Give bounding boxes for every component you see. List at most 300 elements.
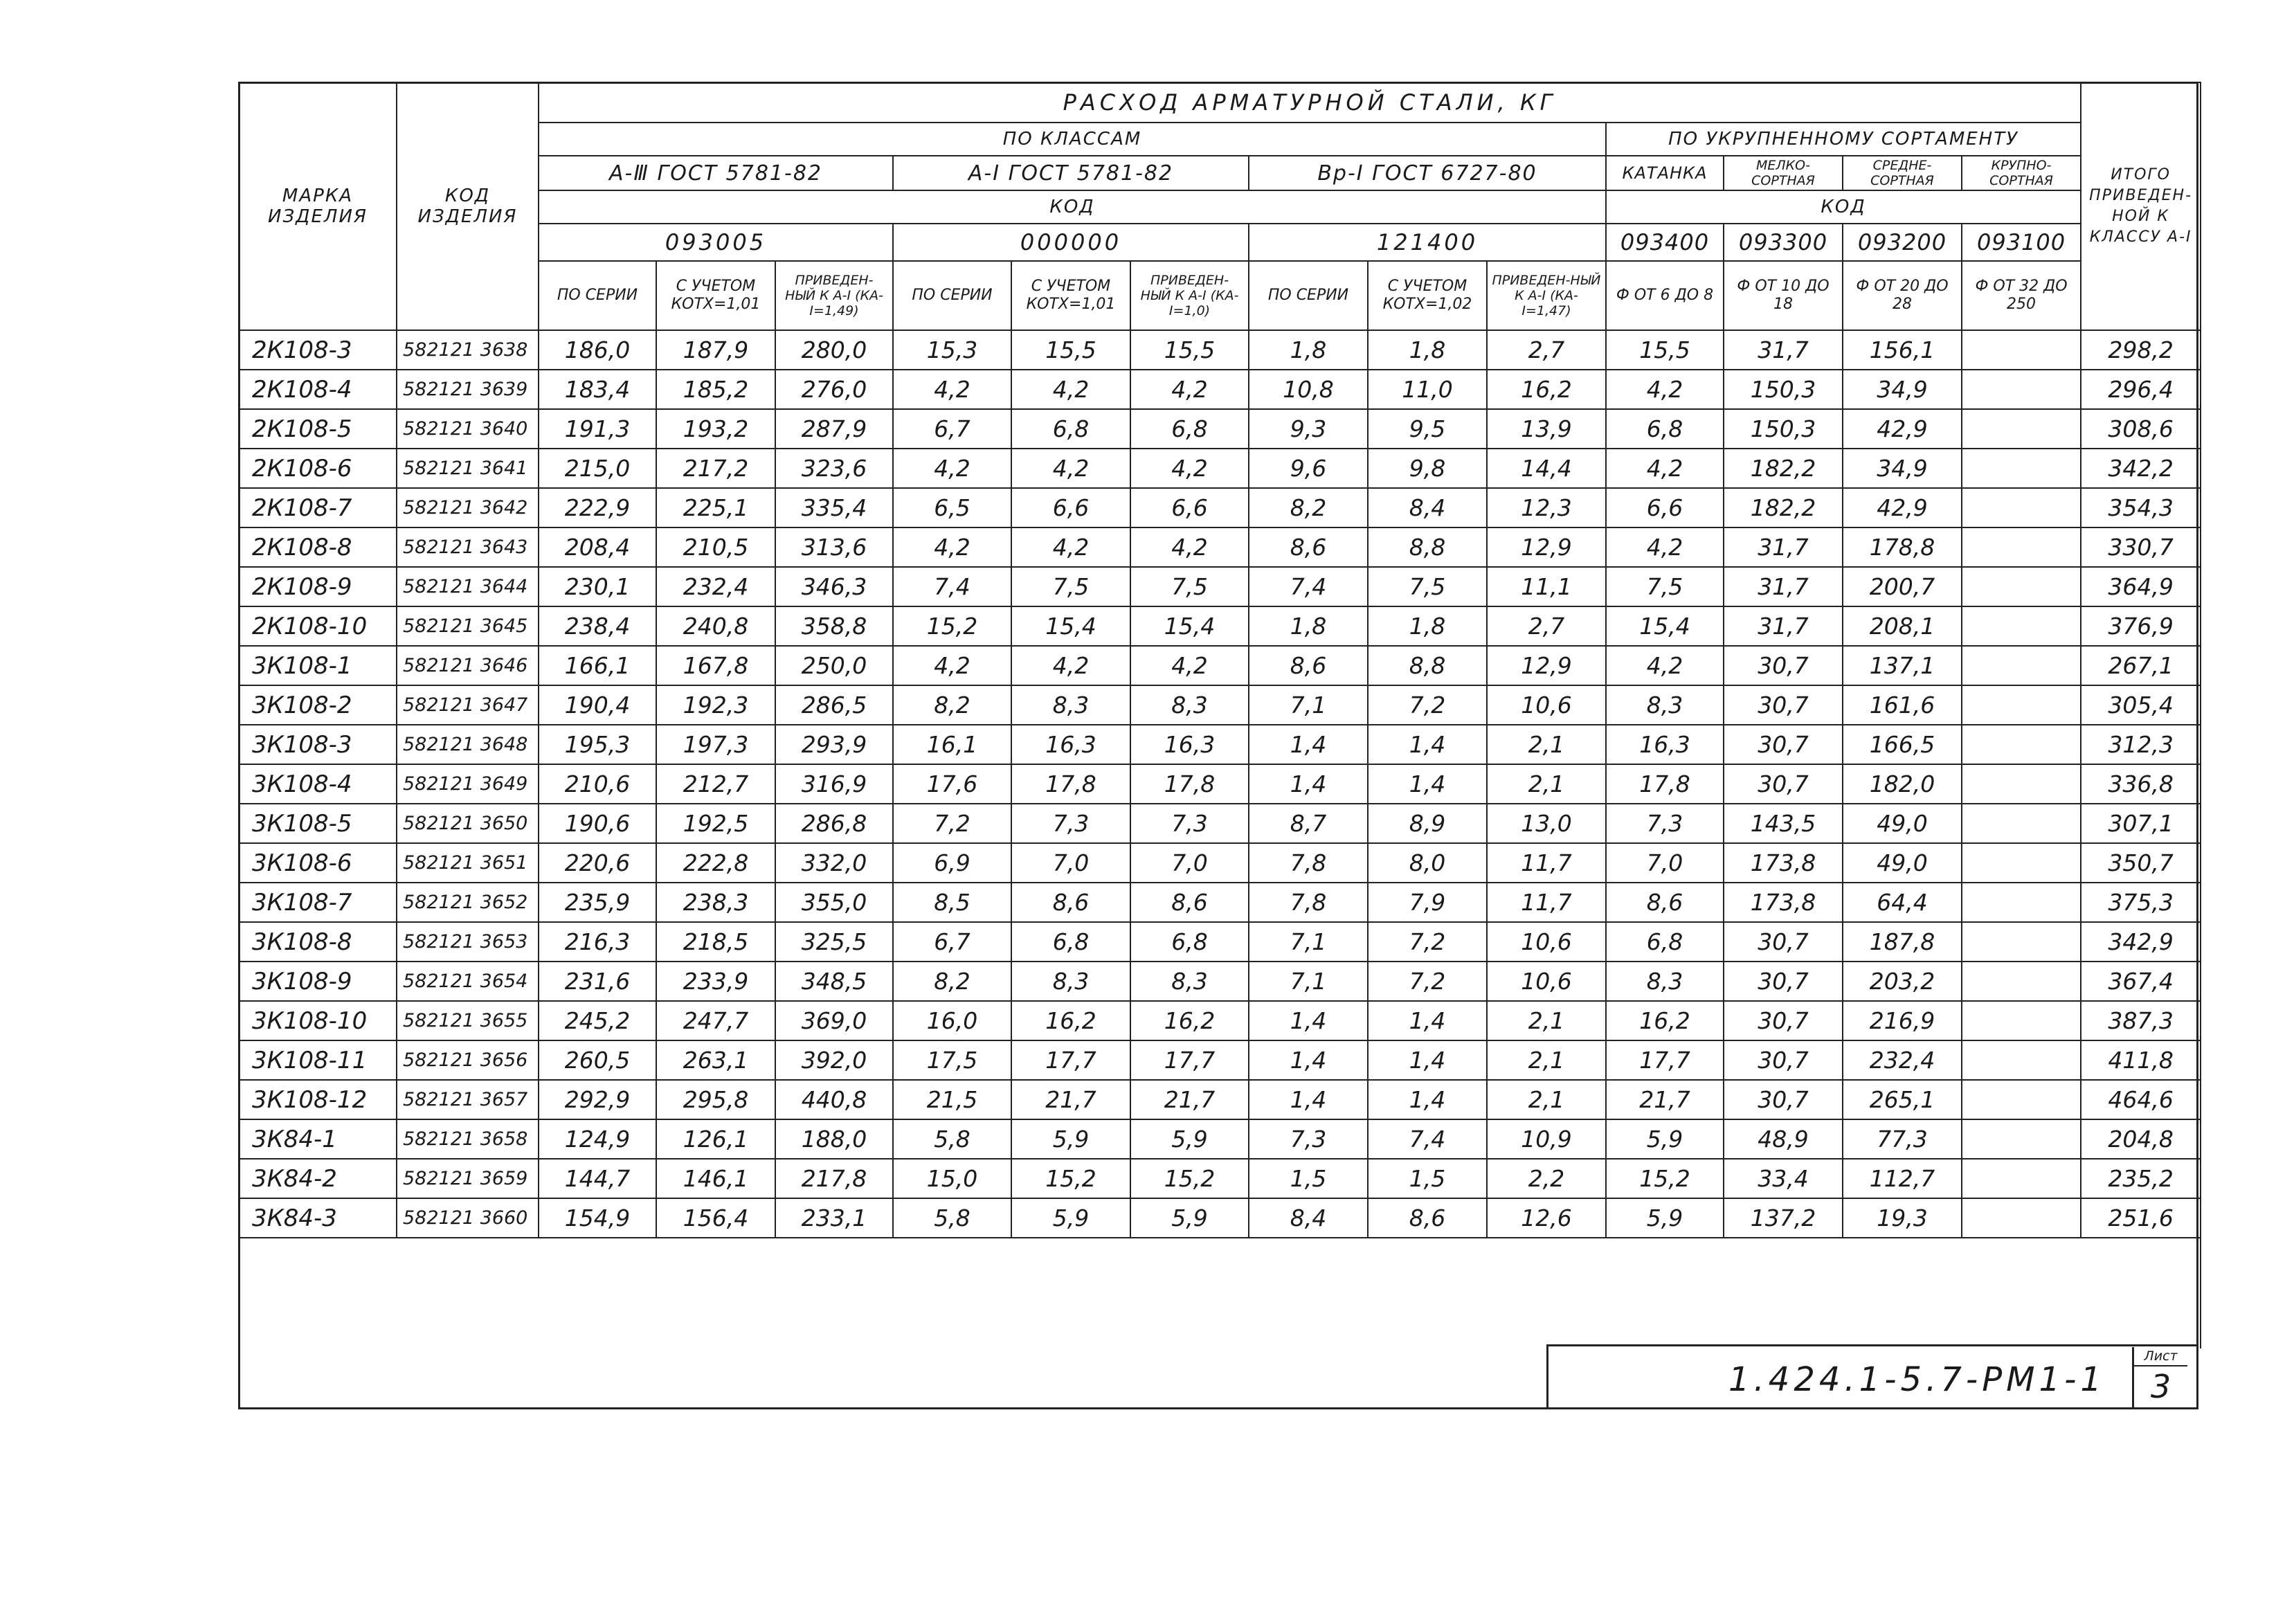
cell-c1: 216,3 [539,922,656,962]
cell-code: 582121 3657 [397,1080,539,1119]
table-row [239,488,2201,527]
cell-c11: 31,7 [1724,606,1843,646]
cell-c12: 49,0 [1843,843,1962,883]
cell-c1: 190,4 [539,685,656,725]
cell-c1: 222,9 [539,488,656,527]
cell-c1: 231,6 [539,962,656,1001]
cell-total: 312,3 [2081,725,2201,764]
cell-c10: 7,0 [1606,843,1724,883]
cell-c13 [1962,567,2081,606]
table-row [239,883,2201,922]
cell-mark: 3К84-1 [239,1119,397,1159]
a3-series: ПО СЕРИИ [539,261,656,330]
cell-c12: 112,7 [1843,1159,1962,1198]
cell-total: 342,9 [2081,922,2201,962]
cell-c6: 4,2 [1130,527,1249,567]
cell-c9: 16,2 [1487,370,1606,409]
table-row [239,330,2201,370]
cell-c3: 346,3 [775,567,893,606]
header-sredne: СРЕДНЕ-СОРТНАЯ [1843,156,1962,190]
cell-c10: 15,2 [1606,1159,1724,1198]
cell-c12: 64,4 [1843,883,1962,922]
cell-c5: 4,2 [1011,449,1130,488]
cell-c8: 8,9 [1368,804,1487,843]
cell-c12: 203,2 [1843,962,1962,1001]
cell-c12: 166,5 [1843,725,1962,764]
cell-c7: 8,7 [1249,804,1368,843]
cell-c8: 8,8 [1368,646,1487,685]
cell-c3: 188,0 [775,1119,893,1159]
cell-c10: 6,8 [1606,409,1724,449]
cell-c9: 12,9 [1487,527,1606,567]
cell-code: 582121 3643 [397,527,539,567]
cell-c11: 30,7 [1724,646,1843,685]
cell-c2: 238,3 [656,883,775,922]
cell-c6: 5,9 [1130,1119,1249,1159]
sheet-label: Лист [2134,1347,2187,1366]
cell-c8: 7,4 [1368,1119,1487,1159]
header-kod-assortment: КОД [1606,190,2081,224]
cell-mark: 2К108-8 [239,527,397,567]
cell-c8: 11,0 [1368,370,1487,409]
table-row [239,725,2201,764]
diameter-melko: Ф ОТ 10 ДО 18 [1724,261,1843,330]
a1-kotx: С УЧЕТОМ КОТХ=1,01 [1011,261,1130,330]
cell-c4: 7,2 [893,804,1011,843]
cell-c3: 280,0 [775,330,893,370]
cell-c7: 1,8 [1249,606,1368,646]
cell-c5: 4,2 [1011,370,1130,409]
cell-c4: 15,3 [893,330,1011,370]
cell-c3: 358,8 [775,606,893,646]
cell-c4: 5,8 [893,1198,1011,1238]
cell-code: 582121 3652 [397,883,539,922]
cell-total: 305,4 [2081,685,2201,725]
cell-c12: 265,1 [1843,1080,1962,1119]
cell-c13 [1962,1159,2081,1198]
cell-c7: 9,3 [1249,409,1368,449]
cell-c6: 8,3 [1130,685,1249,725]
cell-c2: 146,1 [656,1159,775,1198]
cell-total: 235,2 [2081,1159,2201,1198]
cell-code: 582121 3655 [397,1001,539,1040]
table-row [239,370,2201,409]
cell-c7: 9,6 [1249,449,1368,488]
cell-c13 [1962,764,2081,804]
cell-c5: 21,7 [1011,1080,1130,1119]
cell-c4: 4,2 [893,527,1011,567]
cell-c13 [1962,1080,2081,1119]
cell-c8: 1,4 [1368,725,1487,764]
cell-c11: 182,2 [1724,488,1843,527]
cell-c5: 6,8 [1011,409,1130,449]
cell-c12: 77,3 [1843,1119,1962,1159]
cell-c8: 7,2 [1368,685,1487,725]
cell-c13 [1962,1001,2081,1040]
table-row [239,962,2201,1001]
cell-c2: 217,2 [656,449,775,488]
cell-mark: 2К108-5 [239,409,397,449]
cell-c8: 8,8 [1368,527,1487,567]
cell-c2: 210,5 [656,527,775,567]
cell-code: 582121 3646 [397,646,539,685]
cell-c11: 30,7 [1724,685,1843,725]
cell-c10: 8,3 [1606,685,1724,725]
cell-code: 582121 3644 [397,567,539,606]
code-katanka: 093400 [1606,224,1724,261]
cell-mark: 2К108-3 [239,330,397,370]
cell-c8: 1,4 [1368,1040,1487,1080]
cell-c6: 15,4 [1130,606,1249,646]
cell-c8: 8,4 [1368,488,1487,527]
cell-c5: 15,5 [1011,330,1130,370]
code-sredne: 093200 [1843,224,1962,261]
header-class-a1: А-I ГОСТ 5781-82 [893,156,1249,190]
cell-c3: 323,6 [775,449,893,488]
cell-c2: 193,2 [656,409,775,449]
cell-c9: 13,9 [1487,409,1606,449]
cell-c4: 6,7 [893,409,1011,449]
cell-c3: 325,5 [775,922,893,962]
cell-code: 582121 3642 [397,488,539,527]
cell-c2: 212,7 [656,764,775,804]
cell-c9: 11,1 [1487,567,1606,606]
cell-c7: 8,6 [1249,527,1368,567]
cell-c13 [1962,370,2081,409]
cell-c10: 21,7 [1606,1080,1724,1119]
cell-c4: 5,8 [893,1119,1011,1159]
cell-c10: 4,2 [1606,646,1724,685]
table-row [239,567,2201,606]
cell-c6: 15,2 [1130,1159,1249,1198]
cell-c3: 217,8 [775,1159,893,1198]
cell-c7: 7,1 [1249,922,1368,962]
cell-c9: 12,9 [1487,646,1606,685]
cell-c3: 316,9 [775,764,893,804]
cell-c6: 15,5 [1130,330,1249,370]
cell-c8: 1,8 [1368,330,1487,370]
cell-c9: 10,6 [1487,685,1606,725]
cell-c11: 182,2 [1724,449,1843,488]
cell-c13 [1962,646,2081,685]
cell-c6: 6,8 [1130,922,1249,962]
cell-c2: 187,9 [656,330,775,370]
cell-c6: 17,8 [1130,764,1249,804]
bp1-series: ПО СЕРИИ [1249,261,1368,330]
cell-c10: 4,2 [1606,449,1724,488]
cell-c6: 4,2 [1130,646,1249,685]
cell-mark: 3К108-6 [239,843,397,883]
cell-total: 336,8 [2081,764,2201,804]
cell-c11: 173,8 [1724,843,1843,883]
cell-c12: 137,1 [1843,646,1962,685]
code-a3: 093005 [539,224,893,261]
cell-c12: 19,3 [1843,1198,1962,1238]
cell-c4: 15,2 [893,606,1011,646]
cell-c1: 210,6 [539,764,656,804]
cell-c9: 12,6 [1487,1198,1606,1238]
cell-c1: 260,5 [539,1040,656,1080]
cell-mark: 3К108-1 [239,646,397,685]
cell-mark: 3К108-3 [239,725,397,764]
cell-c2: 233,9 [656,962,775,1001]
cell-c3: 348,5 [775,962,893,1001]
cell-total: 307,1 [2081,804,2201,843]
cell-c5: 6,6 [1011,488,1130,527]
cell-c9: 11,7 [1487,843,1606,883]
cell-c11: 150,3 [1724,409,1843,449]
cell-mark: 3К108-7 [239,883,397,922]
cell-c4: 6,9 [893,843,1011,883]
cell-c12: 156,1 [1843,330,1962,370]
cell-total: 464,6 [2081,1080,2201,1119]
table-row [239,1001,2201,1040]
cell-c10: 16,3 [1606,725,1724,764]
cell-c2: 240,8 [656,606,775,646]
cell-c3: 276,0 [775,370,893,409]
cell-code: 582121 3645 [397,606,539,646]
sheet-number: 3 [2150,1368,2171,1405]
cell-c13 [1962,606,2081,646]
cell-c12: 49,0 [1843,804,1962,843]
cell-c10: 5,9 [1606,1198,1724,1238]
cell-c4: 15,0 [893,1159,1011,1198]
cell-c2: 185,2 [656,370,775,409]
cell-c3: 286,8 [775,804,893,843]
table-row [239,804,2201,843]
cell-c11: 31,7 [1724,330,1843,370]
cell-c11: 48,9 [1724,1119,1843,1159]
cell-c8: 1,4 [1368,764,1487,804]
table-row [239,449,2201,488]
cell-c2: 126,1 [656,1119,775,1159]
cell-c1: 124,9 [539,1119,656,1159]
cell-c2: 167,8 [656,646,775,685]
cell-c8: 7,2 [1368,922,1487,962]
cell-mark: 3К108-9 [239,962,397,1001]
cell-c3: 355,0 [775,883,893,922]
cell-c11: 30,7 [1724,1040,1843,1080]
diameter-sredne: Ф ОТ 20 ДО 28 [1843,261,1962,330]
cell-c12: 42,9 [1843,488,1962,527]
table-row [239,1080,2201,1119]
code-krupno: 093100 [1962,224,2081,261]
table-row [239,922,2201,962]
cell-c1: 208,4 [539,527,656,567]
cell-c8: 7,2 [1368,962,1487,1001]
cell-mark: 3К108-5 [239,804,397,843]
cell-c1: 220,6 [539,843,656,883]
cell-c10: 6,8 [1606,922,1724,962]
cell-c2: 156,4 [656,1198,775,1238]
cell-code: 582121 3650 [397,804,539,843]
table-row [239,606,2201,646]
cell-total: 251,6 [2081,1198,2201,1238]
cell-c1: 183,4 [539,370,656,409]
header-by-assortment: ПО УКРУПНЕННОМУ СОРТАМЕНТУ [1606,123,2081,156]
cell-c1: 230,1 [539,567,656,606]
code-bp1: 121400 [1249,224,1606,261]
cell-c1: 144,7 [539,1159,656,1198]
cell-mark: 2К108-10 [239,606,397,646]
cell-c4: 8,2 [893,685,1011,725]
table-row [239,1040,2201,1080]
cell-c11: 31,7 [1724,527,1843,567]
cell-c12: 42,9 [1843,409,1962,449]
cell-c13 [1962,488,2081,527]
cell-total: 342,2 [2081,449,2201,488]
cell-code: 582121 3648 [397,725,539,764]
cell-c6: 7,3 [1130,804,1249,843]
cell-code: 582121 3641 [397,449,539,488]
cell-code: 582121 3656 [397,1040,539,1080]
cell-c12: 232,4 [1843,1040,1962,1080]
cell-c5: 4,2 [1011,527,1130,567]
cell-c2: 192,5 [656,804,775,843]
cell-c9: 2,7 [1487,330,1606,370]
a1-series: ПО СЕРИИ [893,261,1011,330]
header-krupno: КРУПНО-СОРТНАЯ [1962,156,2081,190]
cell-code: 582121 3654 [397,962,539,1001]
title-block [1546,1344,2198,1409]
cell-c9: 2,1 [1487,1080,1606,1119]
header-consumption: РАСХОД АРМАТУРНОЙ СТАЛИ, КГ [539,82,2081,123]
cell-c11: 30,7 [1724,1080,1843,1119]
table-row [239,685,2201,725]
cell-c11: 143,5 [1724,804,1843,843]
cell-c8: 7,9 [1368,883,1487,922]
cell-mark: 3К84-2 [239,1159,397,1198]
cell-c7: 7,8 [1249,843,1368,883]
cell-code: 582121 3658 [397,1119,539,1159]
cell-c3: 233,1 [775,1198,893,1238]
cell-c2: 192,3 [656,685,775,725]
cell-mark: 3К108-4 [239,764,397,804]
cell-c2: 225,1 [656,488,775,527]
cell-c7: 1,4 [1249,1001,1368,1040]
cell-c10: 4,2 [1606,527,1724,567]
cell-c7: 1,4 [1249,1040,1368,1080]
header-katanka: КАТАНКА [1606,156,1724,190]
cell-c5: 7,5 [1011,567,1130,606]
cell-mark: 3К108-2 [239,685,397,725]
cell-c6: 6,8 [1130,409,1249,449]
cell-c6: 4,2 [1130,449,1249,488]
cell-total: 204,8 [2081,1119,2201,1159]
cell-mark: 3К108-11 [239,1040,397,1080]
cell-c4: 8,2 [893,962,1011,1001]
cell-c10: 6,6 [1606,488,1724,527]
a3-reduced: ПРИВЕДЕН-НЫЙ К А-I (КА-I=1,49) [775,261,893,330]
cell-c2: 222,8 [656,843,775,883]
cell-c6: 5,9 [1130,1198,1249,1238]
cell-c3: 440,8 [775,1080,893,1119]
cell-total: 367,4 [2081,962,2201,1001]
cell-c10: 17,8 [1606,764,1724,804]
cell-code: 582121 3638 [397,330,539,370]
cell-c1: 238,4 [539,606,656,646]
cell-total: 330,7 [2081,527,2201,567]
cell-c11: 30,7 [1724,764,1843,804]
cell-c5: 15,2 [1011,1159,1130,1198]
cell-c9: 11,7 [1487,883,1606,922]
cell-mark: 2К108-9 [239,567,397,606]
cell-c4: 21,5 [893,1080,1011,1119]
cell-c4: 16,0 [893,1001,1011,1040]
header-by-classes: ПО КЛАССАМ [539,123,1606,156]
cell-c11: 137,2 [1724,1198,1843,1238]
cell-c4: 4,2 [893,449,1011,488]
cell-total: 350,7 [2081,843,2201,883]
cell-c9: 2,1 [1487,1001,1606,1040]
cell-total: 298,2 [2081,330,2201,370]
cell-c12: 187,8 [1843,922,1962,962]
header-melko: МЕЛКО-СОРТНАЯ [1724,156,1843,190]
table-row [239,843,2201,883]
cell-c5: 5,9 [1011,1119,1130,1159]
cell-total: 411,8 [2081,1040,2201,1080]
cell-total: 296,4 [2081,370,2201,409]
data-rows [239,330,2201,1238]
cell-c5: 16,3 [1011,725,1130,764]
cell-c9: 2,1 [1487,725,1606,764]
cell-c8: 1,4 [1368,1001,1487,1040]
cell-c10: 7,5 [1606,567,1724,606]
cell-c3: 369,0 [775,1001,893,1040]
cell-c12: 182,0 [1843,764,1962,804]
cell-c7: 1,8 [1249,330,1368,370]
cell-c13 [1962,1119,2081,1159]
cell-c5: 7,3 [1011,804,1130,843]
table-row [239,527,2201,567]
cell-c2: 295,8 [656,1080,775,1119]
cell-c10: 7,3 [1606,804,1724,843]
cell-code: 582121 3660 [397,1198,539,1238]
cell-c9: 10,6 [1487,922,1606,962]
cell-c9: 10,6 [1487,962,1606,1001]
cell-c10: 17,7 [1606,1040,1724,1080]
cell-mark: 3К108-12 [239,1080,397,1119]
diameter-krupno: Ф ОТ 32 ДО 250 [1962,261,2081,330]
cell-c8: 8,6 [1368,1198,1487,1238]
cell-c11: 30,7 [1724,962,1843,1001]
cell-c13 [1962,449,2081,488]
bp1-reduced: ПРИВЕДЕН-НЫЙ К А-I (КА-I=1,47) [1487,261,1606,330]
cell-c12: 200,7 [1843,567,1962,606]
cell-c7: 7,3 [1249,1119,1368,1159]
cell-c5: 5,9 [1011,1198,1130,1238]
cell-c6: 21,7 [1130,1080,1249,1119]
cell-c3: 332,0 [775,843,893,883]
document-number: 1.424.1-5.7-РМ1-1 [1728,1360,2106,1399]
cell-c5: 7,0 [1011,843,1130,883]
cell-c9: 2,2 [1487,1159,1606,1198]
cell-c4: 7,4 [893,567,1011,606]
cell-mark: 2К108-4 [239,370,397,409]
table-row [239,764,2201,804]
cell-c3: 286,5 [775,685,893,725]
cell-c13 [1962,922,2081,962]
cell-c8: 1,5 [1368,1159,1487,1198]
cell-c8: 1,8 [1368,606,1487,646]
cell-c5: 6,8 [1011,922,1130,962]
cell-mark: 3К108-10 [239,1001,397,1040]
cell-code: 582121 3659 [397,1159,539,1198]
cell-c9: 13,0 [1487,804,1606,843]
cell-c6: 8,3 [1130,962,1249,1001]
cell-mark: 2К108-7 [239,488,397,527]
cell-c6: 8,6 [1130,883,1249,922]
